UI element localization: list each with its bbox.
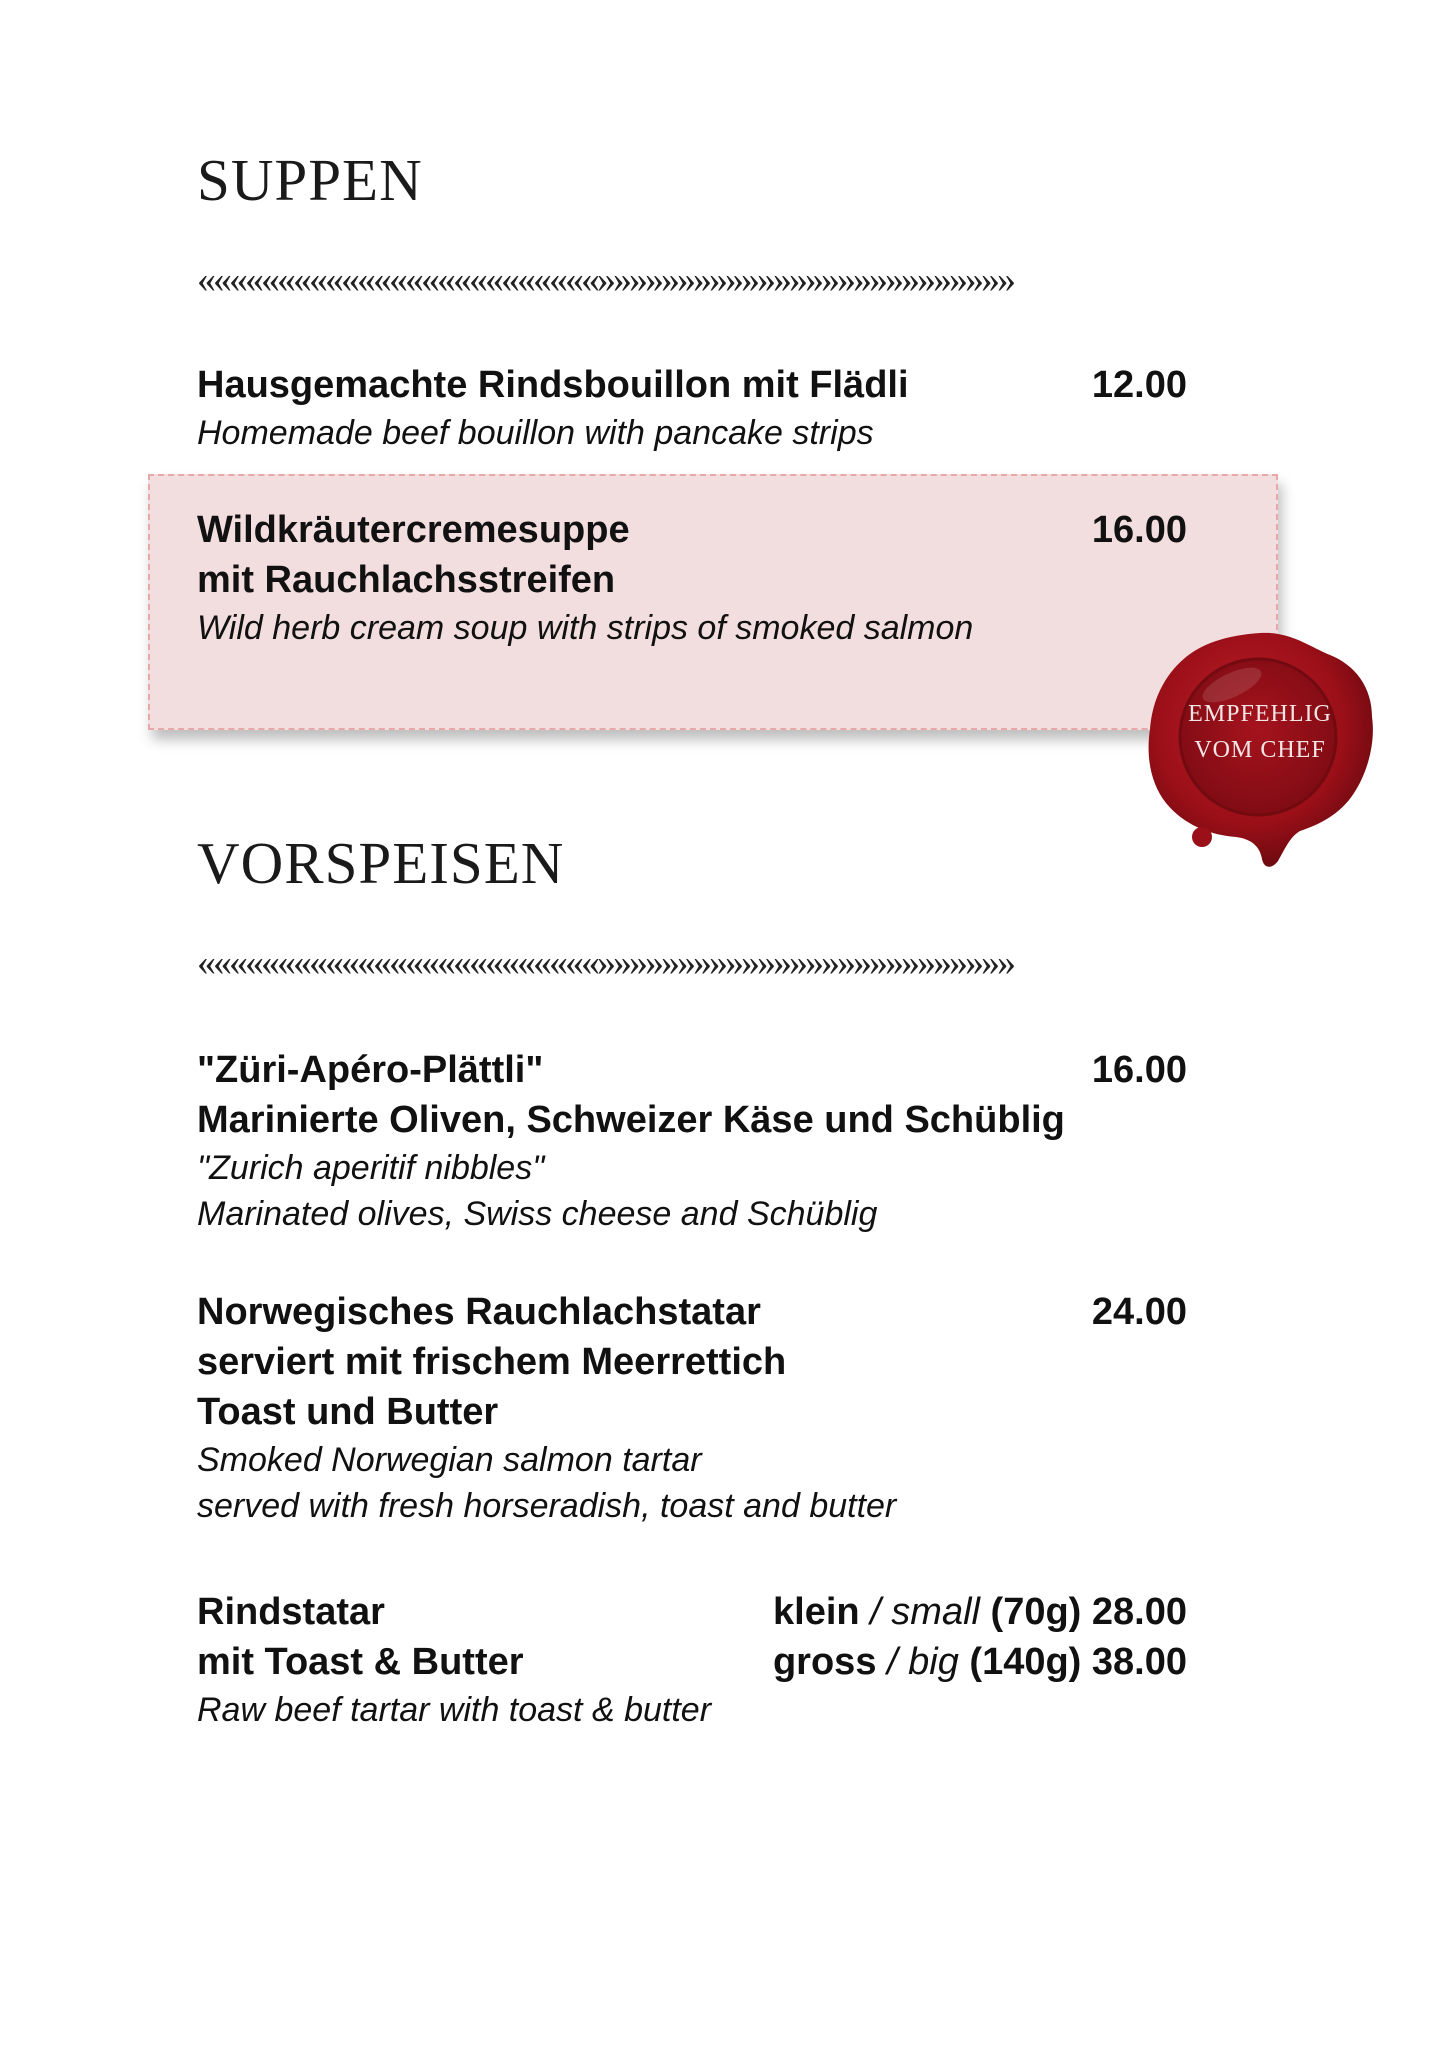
size-weight: (70g) (979, 1591, 1082, 1633)
item-name-de: Rindstatar (197, 1591, 385, 1633)
item-price: 16.00 (1091, 509, 1187, 551)
item-name-de: serviert mit frischem Meerrettich (197, 1341, 787, 1383)
item-price: 24.00 (1091, 1291, 1187, 1333)
item-price: 12.00 (1091, 364, 1187, 406)
item-name-en: Raw beef tartar with toast & butter (197, 1691, 712, 1729)
item-name-de: Norwegisches Rauchlachstatar (197, 1291, 761, 1333)
size-label-de: klein (773, 1591, 860, 1633)
item-name-en: Homemade beef bouillon with pancake strips (197, 414, 874, 452)
item-name-en: Wild herb cream soup with strips of smoked salmon (197, 609, 974, 647)
item-name-de: Toast und Butter (197, 1391, 499, 1433)
item-name-en: Smoked Norwegian salmon tartar (197, 1441, 702, 1479)
size-separator: / (876, 1641, 909, 1683)
item-name-en: Marinated olives, Swiss cheese and Schüblig (197, 1195, 878, 1233)
item-price: 38.00 (1091, 1641, 1187, 1683)
ornamental-divider: «««««««««««««««««««««««««»»»»»»»»»»»»»»»»»»»»»»»»»» (197, 943, 1013, 983)
seal-label (1150, 696, 1370, 768)
menu-item-highlighted (197, 505, 1187, 651)
item-name-en: served with fresh horseradish, toast and butter (197, 1487, 897, 1525)
menu-item (197, 1587, 1187, 1733)
item-name-de: "Züri-Apéro-Plättli" (197, 1049, 544, 1091)
size-label-en: small (891, 1591, 980, 1633)
size-label-en: big (908, 1641, 959, 1683)
seal-label-line2: VOM CHEF (1194, 737, 1326, 763)
item-price: 28.00 (1091, 1591, 1187, 1633)
ornamental-divider: «««««««««««««««««««««««««»»»»»»»»»»»»»»»»»»»»»»»»»» (197, 260, 1013, 300)
section-title-vorspeisen: VORSPEISEN (197, 830, 565, 896)
size-weight: (140g) (958, 1641, 1082, 1683)
item-name-de: Hausgemachte Rindsbouillon mit Flädli (197, 364, 909, 406)
menu-item (197, 1287, 1187, 1529)
size-separator: / (859, 1591, 892, 1633)
item-name-en: "Zurich aperitif nibbles" (197, 1149, 545, 1187)
item-name-de: Wildkräutercremesuppe (197, 509, 630, 551)
item-name-de: Marinierte Oliven, Schweizer Käse und Schüblig (197, 1099, 1065, 1141)
menu-item (197, 360, 1187, 456)
size-option-big (773, 1637, 1187, 1687)
item-name-de: mit Toast & Butter (197, 1641, 524, 1683)
size-label-de: gross (772, 1641, 877, 1683)
seal-label-line1: EMPFEHLIG (1188, 701, 1332, 727)
section-title-suppen: SUPPEN (197, 147, 423, 213)
size-option-small (773, 1587, 1187, 1637)
menu-item (197, 1045, 1187, 1237)
item-name-de: mit Rauchlachsstreifen (197, 559, 616, 601)
item-price: 16.00 (1091, 1049, 1187, 1091)
